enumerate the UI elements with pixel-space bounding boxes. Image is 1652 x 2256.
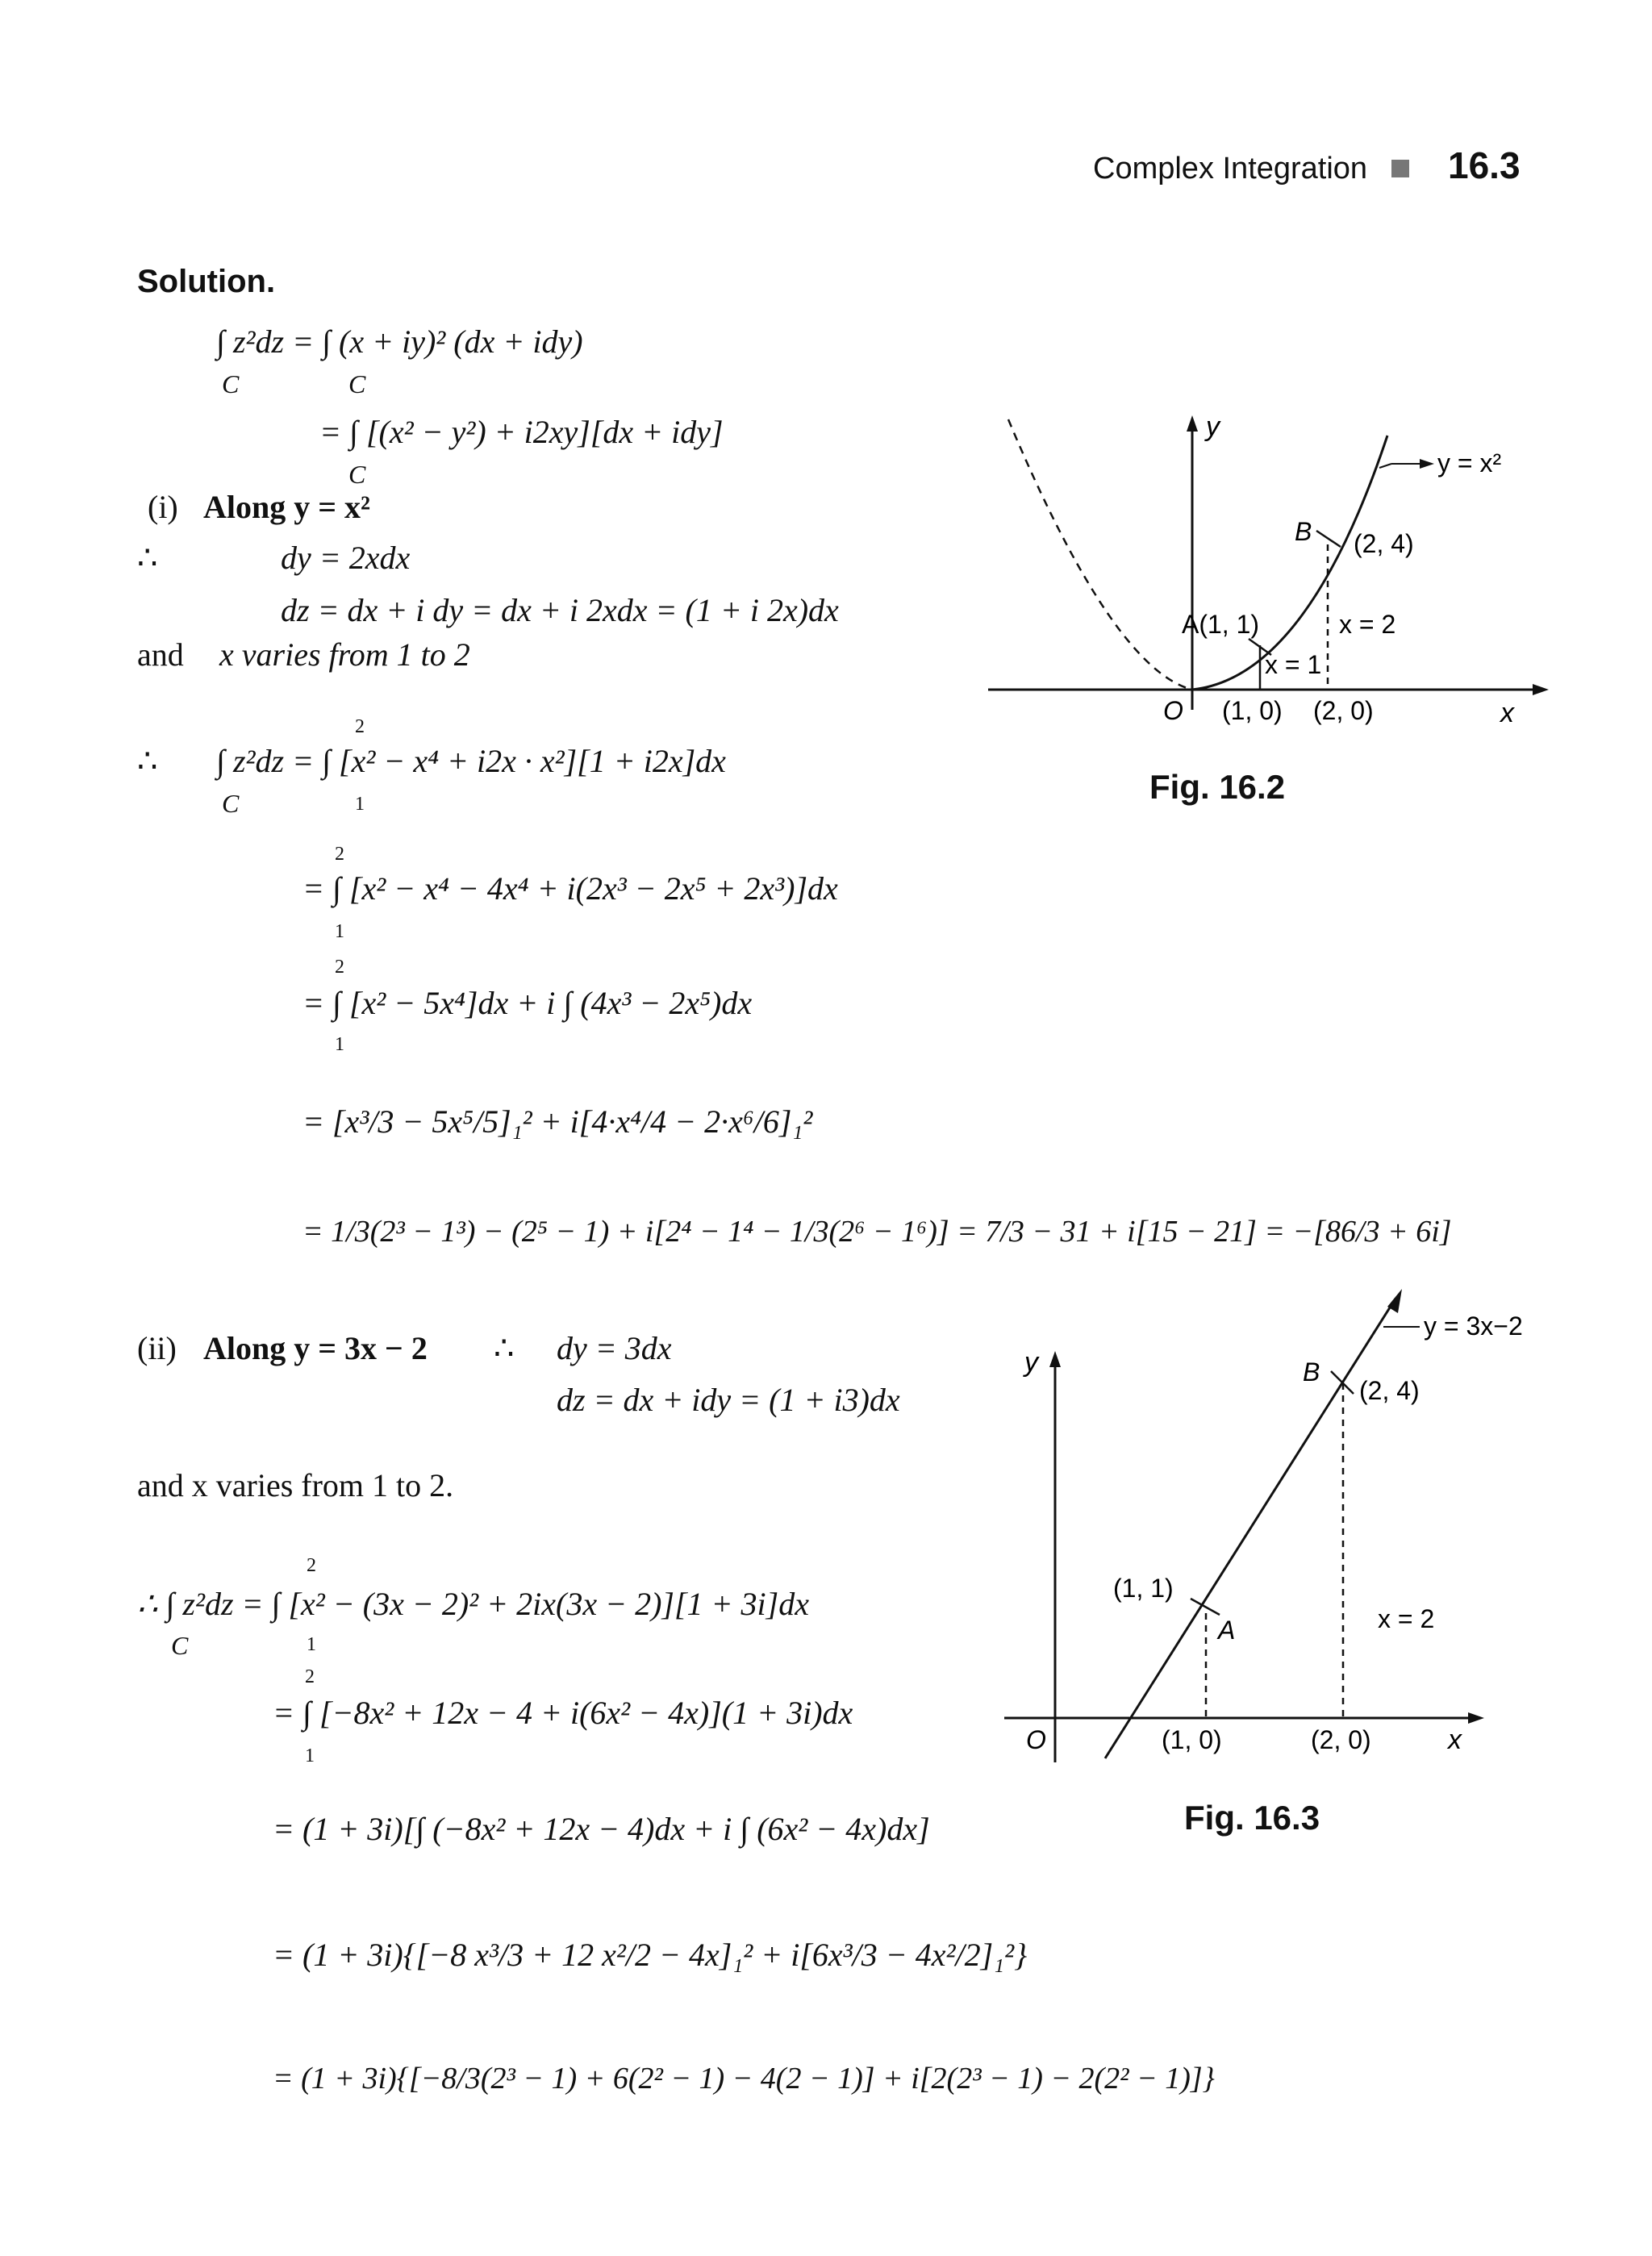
- step2-equation: = ∫ [x² − 5x⁴]dx + i ∫ (4x³ − 2x⁵)dx: [302, 985, 753, 1021]
- header-square-icon: [1391, 160, 1409, 177]
- integral-expanded-line: = ∫ [(x² − y²) + i2xy][dx + idy]: [319, 414, 724, 450]
- integral-along-parabola: ∫ z²dz = ∫ [x² − x⁴ + i2x · x²][1 + i2x]dx: [216, 743, 726, 779]
- fig2-point-a: A: [1218, 1616, 1236, 1645]
- fig1-line-x1: x = 1: [1265, 650, 1322, 679]
- integral-along-line: ∴ ∫ z²dz = ∫ [x² − (3x − 2)² + 2ix(3x − 2)][1 + 3i]dx: [137, 1586, 809, 1622]
- figure-parabola: [968, 403, 1549, 750]
- step2-equation-2: = (1 + 3i)[∫ (−8x² + 12x − 4)dx + i ∫ (6x² − 4x)dx]: [273, 1811, 930, 1847]
- x-axis-arrow-icon: [1533, 684, 1549, 695]
- integral-definition-line: ∫ z²dz = ∫ (x + iy)² (dx + idy): [216, 323, 583, 360]
- lower-limit: 1: [355, 794, 365, 815]
- figure-line: [992, 1282, 1541, 1774]
- fig2-tick-2: (2, 0): [1311, 1725, 1371, 1754]
- fig2-point-b-coord: (2, 4): [1359, 1376, 1420, 1405]
- upper-limit: 2: [335, 957, 344, 978]
- fig2-tick-1: (1, 0): [1162, 1725, 1222, 1754]
- dz-equation: dz = dx + i dy = dx + i 2xdx = (1 + i 2x)dx: [281, 592, 839, 628]
- contour-label: C: [348, 460, 366, 489]
- fig2-y-label: y: [1024, 1347, 1038, 1378]
- contour-label: C: [222, 369, 240, 398]
- y-axis-arrow-icon: [1187, 415, 1198, 432]
- lower-limit: 1: [307, 1634, 316, 1655]
- fig1-caption: Fig. 16.2: [1149, 768, 1286, 806]
- upper-limit: 2: [335, 844, 344, 865]
- lower-limit: 1: [305, 1745, 315, 1766]
- range-statement: x varies from 1 to 2: [219, 636, 470, 673]
- upper-limit: 2: [355, 716, 365, 737]
- part-ii-number: (ii): [137, 1330, 177, 1366]
- fig2-x-label: x: [1448, 1724, 1462, 1755]
- fig1-point-a: A(1, 1): [1182, 610, 1260, 639]
- lower-limit: 1: [335, 921, 344, 942]
- leader-arrow-icon: [1420, 459, 1434, 469]
- contour-label: C: [222, 789, 240, 818]
- fig1-point-b: B: [1295, 517, 1312, 546]
- fig1-curve-label: y = x²: [1437, 448, 1502, 477]
- step3-equation-2: = (1 + 3i){[−8 x³/3 + 12 x²/2 − 4x]₁² + i[6x³/3 − 4x²/2]₁²}: [273, 1937, 1028, 1973]
- fig1-line-x2: x = 2: [1339, 610, 1396, 639]
- part-i-number: (i): [148, 489, 178, 525]
- fig1-point-b-coord: (2, 4): [1354, 529, 1414, 558]
- fig2-point-a-coord: (1, 1): [1113, 1574, 1174, 1603]
- dz-equation-2: dz = dx + idy = (1 + i3)dx: [557, 1382, 900, 1418]
- contour-label: C: [348, 369, 366, 398]
- upper-limit: 2: [305, 1666, 315, 1687]
- y-axis-arrow-icon: [1049, 1351, 1061, 1367]
- upper-limit: 2: [307, 1555, 316, 1576]
- step4-equation: = 1/3(2³ − 1³) − (2⁵ − 1) + i[2⁴ − 1⁴ − 1/3(2⁶ − 1⁶)] = 7/3 − 31 + i[15 − 21] = −[86/3 + 6i]: [302, 1215, 1452, 1249]
- fig2-origin-label: O: [1026, 1725, 1046, 1754]
- fig2-line-label: y = 3x−2: [1424, 1311, 1523, 1341]
- x-axis-arrow-icon: [1468, 1712, 1484, 1724]
- step3-equation: = [x³/3 − 5x⁵/5]₁² + i[4·x⁴/4 − 2·x⁶/6]₁²: [302, 1103, 813, 1140]
- solution-label: Solution.: [137, 264, 276, 299]
- fig2-line-x2: x = 2: [1378, 1604, 1435, 1633]
- fig1-tick-2: (2, 0): [1313, 696, 1374, 725]
- parabola-dashed-branch: [1008, 419, 1192, 690]
- point-b-mark: [1331, 1371, 1354, 1394]
- dy-equation-2: dy = 3dx: [557, 1330, 672, 1366]
- therefore-symbol: ∴: [494, 1330, 515, 1366]
- step4-equation-2: = (1 + 3i){[−8/3(2³ − 1) + 6(2² − 1) − 4(2 − 1)] + i[2(2³ − 1) − 2(2² − 1)]}: [273, 2062, 1215, 2095]
- step1-equation: = ∫ [x² − x⁴ − 4x⁴ + i(2x³ − 2x⁵ + 2x³)]dx: [302, 870, 838, 907]
- lower-limit: 1: [335, 1034, 344, 1055]
- running-header-title: Complex Integration: [1093, 152, 1368, 186]
- fig2-point-b: B: [1303, 1357, 1320, 1387]
- step1-equation-2: = ∫ [−8x² + 12x − 4 + i(6x² − 4x)](1 + 3i)dx: [273, 1695, 853, 1731]
- part-i-heading: Along y = x²: [203, 489, 371, 525]
- and-word: and: [137, 636, 184, 673]
- curve-leader: [1379, 464, 1391, 468]
- dy-equation: dy = 2xdx: [281, 540, 411, 576]
- line-y-3x-2: [1105, 1299, 1395, 1758]
- part-ii-heading: Along y = 3x − 2: [203, 1330, 428, 1366]
- fig1-tick-1: (1, 0): [1222, 696, 1283, 725]
- range-statement-2: and x varies from 1 to 2.: [137, 1467, 454, 1503]
- therefore-symbol: ∴: [137, 540, 158, 576]
- fig1-x-label: x: [1500, 698, 1514, 728]
- fig1-origin-label: O: [1163, 696, 1183, 725]
- therefore-symbol: ∴: [137, 743, 158, 779]
- fig1-y-label: y: [1206, 411, 1220, 442]
- page-number: 16.3: [1448, 144, 1521, 186]
- fig2-caption: Fig. 16.3: [1184, 1799, 1320, 1837]
- contour-label: C: [171, 1631, 189, 1660]
